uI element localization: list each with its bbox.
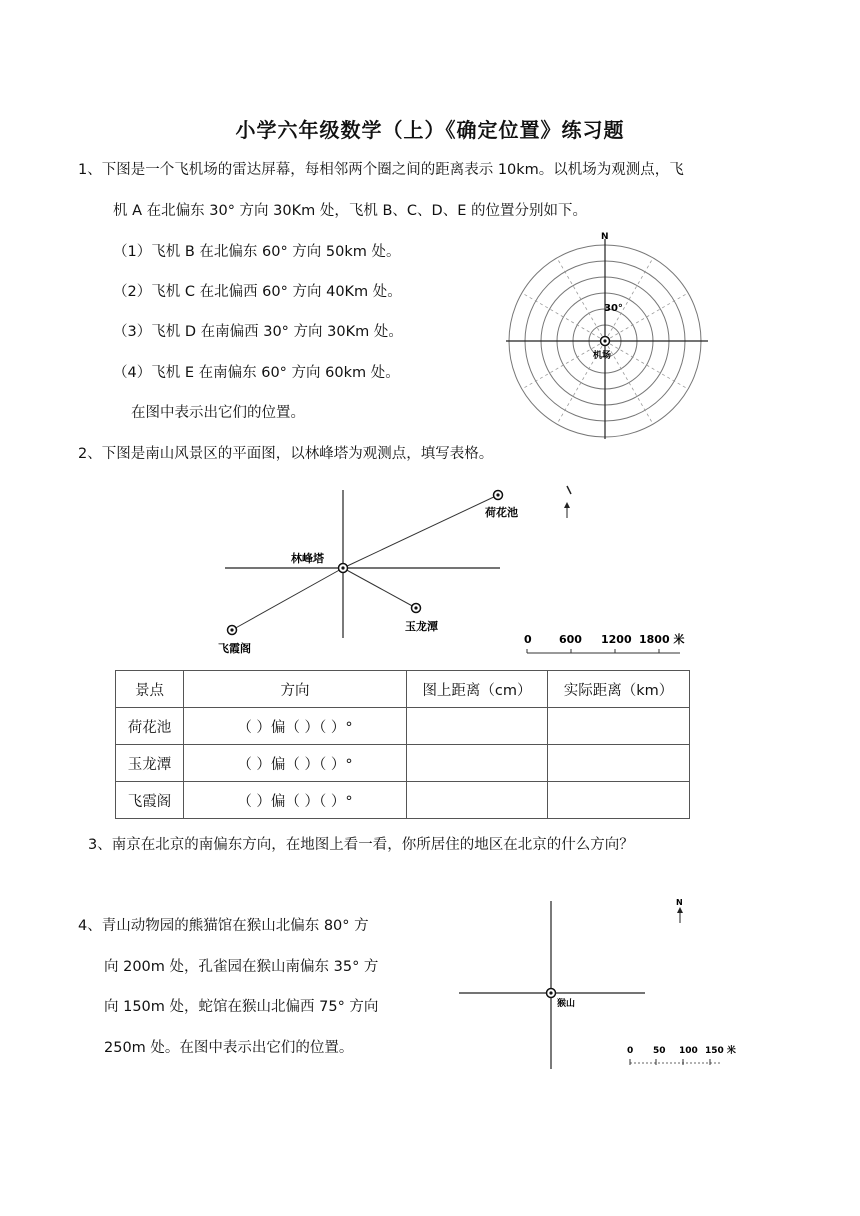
cell-actual-distance[interactable] [548,782,690,819]
cell-map-distance[interactable] [407,782,548,819]
zoo-scale-150: 150 米 [705,1046,736,1056]
cell-place: 飞霞阁 [116,782,184,819]
scale-label-1200: 1200 [601,633,632,646]
q1-instruction: 在图中表示出它们的位置。 [131,405,305,421]
zoo-scale-100: 100 [679,1046,698,1056]
route-hehuachi [343,495,498,568]
header-actual-distance: 实际距离（km） [548,671,690,708]
zoo-map [455,895,755,1075]
feixiage-label: 飞霞阁 [218,642,251,655]
q4-line4: 250m 处。在图中表示出它们的位置。 [104,1040,354,1056]
zoo-scale-50: 50 [653,1046,666,1056]
q4-line1: 4、青山动物园的熊猫馆在猴山北偏东 80° 方 [78,918,369,934]
q1-line2: 机 A 在北偏东 30° 方向 30Km 处，飞机 B、C、D、E 的位置分别如下。 [113,203,587,219]
table-row [116,745,690,782]
table-row [116,782,690,819]
scale-label-600: 600 [559,633,582,646]
q4-line2: 向 200m 处，孔雀园在猴山南偏东 35° 方 [104,959,379,975]
q1-item-4: （4）飞机 E 在南偏东 60° 方向 60km 处。 [113,365,400,381]
cell-direction[interactable]: （ ）偏（ ）（ ）° [184,782,407,819]
cell-direction[interactable]: （ ）偏（ ）（ ）° [184,745,407,782]
north-label: N [601,232,609,242]
yulongtan-label: 玉龙潭 [405,620,438,633]
scale-label-0: 0 [524,633,532,646]
north-arrow-icon [676,898,683,923]
angle-label: 30° [604,303,623,314]
hehuachi-label: 荷花池 [485,506,518,519]
header-map-distance: 图上距离（cm） [407,671,548,708]
q4-line3: 向 150m 处，蛇馆在猴山北偏西 75° 方向 [104,999,379,1015]
zoo-north-label: N [676,898,683,907]
page-title: 小学六年级数学（上）《确定位置》练习题 [235,118,625,142]
cell-map-distance[interactable] [407,745,548,782]
cell-place: 玉龙潭 [116,745,184,782]
q1-item-2: （2）飞机 C 在北偏西 60° 方向 40Km 处。 [113,284,402,300]
zoo-scale-0: 0 [627,1046,634,1056]
tower-label: 林峰塔 [291,552,324,565]
north-arrow-icon [564,486,571,518]
radar-diagram [500,225,715,440]
header-place: 景点 [116,671,184,708]
scenic-map [215,480,705,660]
route-yulongtan [343,568,416,608]
scale-label-1800: 1800 米 [639,633,685,646]
scenic-table [115,670,690,819]
table-row [116,708,690,745]
q1-item-3: （3）飞机 D 在南偏西 30° 方向 30Km 处。 [113,324,403,340]
q1-item-1: （1）飞机 B 在北偏东 60° 方向 50km 处。 [113,244,401,260]
cell-map-distance[interactable] [407,708,548,745]
cell-direction[interactable]: （ ）偏（ ）（ ）° [184,708,407,745]
cell-place: 荷花池 [116,708,184,745]
header-direction: 方向 [184,671,407,708]
route-feixiage [232,568,343,630]
cell-actual-distance[interactable] [548,708,690,745]
cell-actual-distance[interactable] [548,745,690,782]
monkey-hill-label: 猴山 [557,999,576,1009]
q2-line: 2、下图是南山风景区的平面图，以林峰塔为观测点，填写表格。 [78,446,494,462]
airport-label: 机场 [593,351,612,361]
table-header-row [116,671,690,708]
q1-line1: 1、下图是一个飞机场的雷达屏幕，每相邻两个圈之间的距离表示 10km。以机场为观测点，飞 [78,162,684,178]
q3-line: 3、南京在北京的南偏东方向，在地图上看一看，你所居住的地区在北京的什么方向？ [88,837,634,853]
